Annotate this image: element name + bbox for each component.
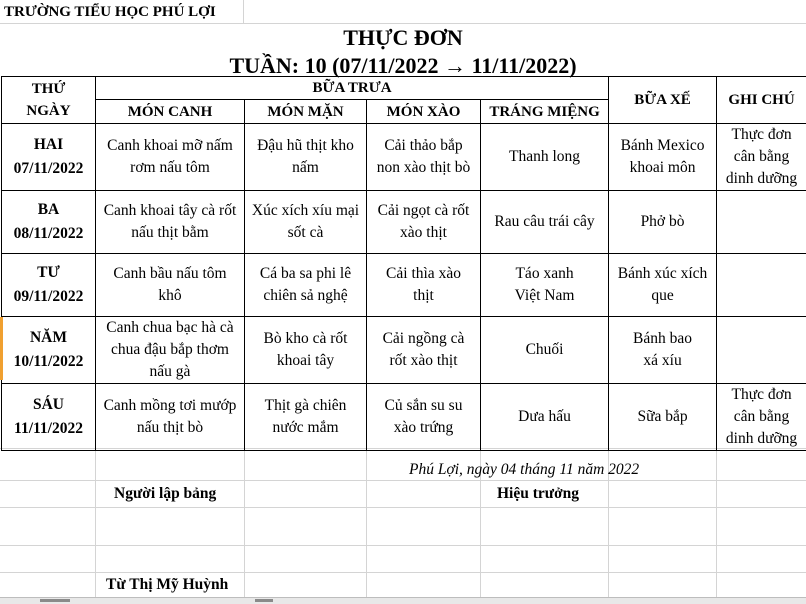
stirfry-line: thịt <box>369 285 478 307</box>
soup-line: nấu thịt bò <box>98 417 242 439</box>
dessert-line: Chuối <box>483 339 606 361</box>
day-name: HAI <box>4 133 93 157</box>
day-name: BA <box>4 198 93 222</box>
dessert-cell <box>481 191 609 254</box>
principal-label: Hiệu trưởng <box>497 485 579 503</box>
salty-line: nấm <box>247 157 364 179</box>
dessert-cell <box>481 317 609 384</box>
salty-cell <box>245 191 367 254</box>
header-snack: BỮA XẾ <box>609 77 717 124</box>
snack-cell <box>609 317 717 384</box>
soup-cell <box>96 191 245 254</box>
stirfry-line: Cải thìa xào <box>369 263 478 285</box>
day-date: 08/11/2022 <box>4 222 93 246</box>
snack-line: que <box>611 285 714 307</box>
note-line: dinh dưỡng <box>719 168 804 190</box>
dessert-cell <box>481 124 609 191</box>
soup-line: nấu thịt bằm <box>98 222 242 244</box>
header-day: THỨ NGÀY <box>2 77 96 124</box>
header-lunch: BỮA TRƯA <box>96 77 609 100</box>
day-cell <box>2 191 96 254</box>
note-cell <box>717 384 806 451</box>
week-range: TUẦN: 10 (07/11/2022 → 11/11/2022) <box>0 53 806 79</box>
soup-line: Canh mồng tơi mướp <box>98 395 242 417</box>
snack-line: Bánh bao <box>611 328 714 350</box>
soup-line: chua đậu bắp thơm <box>98 339 242 361</box>
header-dessert: TRÁNG MIỆNG <box>481 100 609 124</box>
soup-line: nấu gà <box>98 361 242 383</box>
table-row <box>2 124 806 191</box>
sheet-scroll-mark <box>255 599 273 602</box>
dessert-line: Rau câu trái cây <box>483 211 606 233</box>
day-name: SÁU <box>4 393 93 417</box>
salty-cell <box>245 254 367 317</box>
dessert-cell <box>481 384 609 451</box>
snack-line: Bánh xúc xích <box>611 263 714 285</box>
snack-cell <box>609 191 717 254</box>
snack-line: Sữa bắp <box>611 406 714 428</box>
soup-cell <box>96 317 245 384</box>
dessert-line: Dưa hấu <box>483 406 606 428</box>
note-line: cân bằng <box>719 406 804 428</box>
stirfry-cell <box>367 317 481 384</box>
salty-line: khoai tây <box>247 350 364 372</box>
day-date: 09/11/2022 <box>4 285 93 309</box>
day-cell <box>2 384 96 451</box>
salty-line: nước mắm <box>247 417 364 439</box>
header-soup: MÓN CANH <box>96 100 245 124</box>
salty-cell <box>245 317 367 384</box>
place-date: Phú Lợi, ngày 04 tháng 11 năm 2022 <box>409 461 639 479</box>
soup-line: khô <box>98 285 242 307</box>
header-stirfry: MÓN XÀO <box>367 100 481 124</box>
school-name: TRƯỜNG TIỂU HỌC PHÚ LỢI <box>4 4 216 21</box>
day-date: 11/11/2022 <box>4 417 93 441</box>
day-date: 10/11/2022 <box>4 350 93 374</box>
day-cell <box>2 254 96 317</box>
soup-line: Canh chua bạc hà cà <box>98 317 242 339</box>
preparer-name: Từ Thị Mỹ Huỳnh <box>106 576 228 594</box>
table-row <box>2 384 806 451</box>
day-name: TƯ <box>4 261 93 285</box>
table-row <box>2 191 806 254</box>
stirfry-line: Cải ngồng cà <box>369 328 478 350</box>
snack-line: Phở bò <box>611 211 714 233</box>
snack-line: Bánh Mexico <box>611 135 714 157</box>
note-line: cân bằng <box>719 146 804 168</box>
stirfry-line: Cải ngọt cà rốt <box>369 200 478 222</box>
header-salty: MÓN MẶN <box>245 100 367 124</box>
stirfry-line: rốt xào thịt <box>369 350 478 372</box>
snack-line: khoai môn <box>611 157 714 179</box>
stirfry-line: xào trứng <box>369 417 478 439</box>
note-line: dinh dưỡng <box>719 428 804 450</box>
stirfry-line: Cải thảo bắp <box>369 135 478 157</box>
soup-line: Canh khoai mỡ nấm <box>98 135 242 157</box>
stirfry-cell <box>367 384 481 451</box>
stirfry-line: Củ sắn su su <box>369 395 478 417</box>
note-cell <box>717 191 806 254</box>
note-cell <box>717 317 806 384</box>
salty-cell <box>245 124 367 191</box>
soup-line: rơm nấu tôm <box>98 157 242 179</box>
stirfry-line: non xào thịt bò <box>369 157 478 179</box>
snack-cell <box>609 384 717 451</box>
stirfry-cell <box>367 124 481 191</box>
soup-cell <box>96 254 245 317</box>
preparer-label: Người lập bảng <box>114 485 216 503</box>
salty-line: Đậu hũ thịt kho <box>247 135 364 157</box>
snack-cell <box>609 124 717 191</box>
header-note: GHI CHÚ <box>717 77 806 124</box>
note-cell <box>717 254 806 317</box>
table-row <box>2 254 806 317</box>
salty-line: Bò kho cà rốt <box>247 328 364 350</box>
note-line: Thực đơn <box>719 124 804 146</box>
salty-line: Thịt gà chiên <box>247 395 364 417</box>
soup-cell <box>96 124 245 191</box>
note-cell <box>717 124 806 191</box>
snack-cell <box>609 254 717 317</box>
salty-line: Cá ba sa phi lê <box>247 263 364 285</box>
salty-line: sốt cà <box>247 222 364 244</box>
dessert-line: Việt Nam <box>483 285 606 307</box>
stirfry-line: xào thịt <box>369 222 478 244</box>
menu-title: THỰC ĐƠN <box>0 25 806 51</box>
sheet-scroll-mark <box>40 599 70 602</box>
dessert-cell <box>481 254 609 317</box>
day-date: 07/11/2022 <box>4 157 93 181</box>
weekly-menu-table <box>1 76 806 451</box>
soup-line: Canh bầu nấu tôm <box>98 263 242 285</box>
salty-cell <box>245 384 367 451</box>
stirfry-cell <box>367 191 481 254</box>
day-name: NĂM <box>4 326 93 350</box>
day-cell <box>2 317 96 384</box>
dessert-line: Thanh long <box>483 146 606 168</box>
soup-line: Canh khoai tây cà rốt <box>98 200 242 222</box>
day-cell <box>2 124 96 191</box>
dessert-line: Táo xanh <box>483 263 606 285</box>
table-row <box>2 317 806 384</box>
selected-row-indicator <box>0 317 3 380</box>
note-line: Thực đơn <box>719 384 804 406</box>
salty-line: chiên sả nghệ <box>247 285 364 307</box>
soup-cell <box>96 384 245 451</box>
salty-line: Xúc xích xíu mại <box>247 200 364 222</box>
stirfry-cell <box>367 254 481 317</box>
snack-line: xá xíu <box>611 350 714 372</box>
